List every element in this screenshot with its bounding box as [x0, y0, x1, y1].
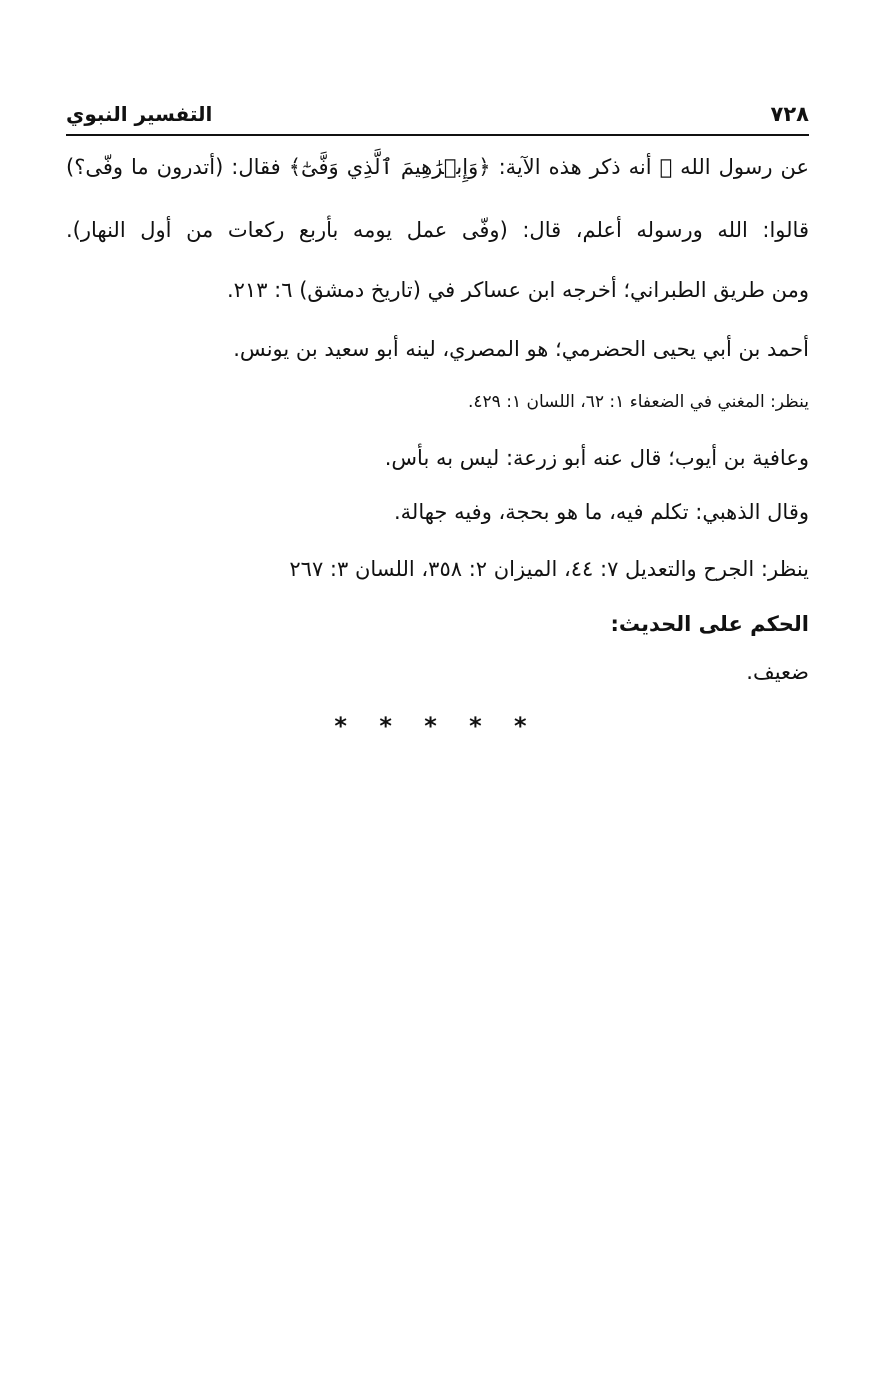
running-header	[66, 100, 809, 136]
body-line: وعافية بن أيوب؛ قال عنه أبو زرعة: ليس به بأس.	[384, 446, 809, 470]
verdict-text: ضعيف.	[746, 660, 809, 684]
body-line: عن رسول الله ﷺ أنه ذكر هذه الآية: ﴿وَإِبۡرَٰهِيمَ ٱلَّذِي وَفَّىٰٓ﴾ فقال: (أتدرون ما وفّى؟)	[66, 155, 809, 179]
body-line: ومن طريق الطبراني؛ أخرجه ابن عساكر في (تاريخ دمشق) ٦: ٢١٣.	[226, 278, 809, 302]
book-title: التفسير النبوي	[66, 102, 213, 126]
section-heading: الحكم على الحديث:	[610, 612, 809, 636]
section-separator: * * * * *	[334, 712, 539, 740]
page-number: ٧٢٨	[770, 102, 809, 126]
body-line: وقال الذهبي: تكلم فيه، ما هو بحجة، وفيه جهالة.	[394, 500, 809, 524]
body-line: أحمد بن أبي يحيى الحضرمي؛ هو المصري، لينه أبو سعيد بن يونس.	[233, 337, 809, 361]
reference-line: ينظر: الجرح والتعديل ٧: ٤٤، الميزان ٢: ٣٥٨، اللسان ٣: ٢٦٧	[289, 557, 809, 581]
reference-line: ينظر: المغني في الضعفاء ١: ٦٢، اللسان ١: ٤٢٩.	[468, 392, 809, 412]
body-line: قالوا: الله ورسوله أعلم، قال: (وفّى عمل يومه بأربع ركعات من أول النهار).	[66, 218, 809, 242]
